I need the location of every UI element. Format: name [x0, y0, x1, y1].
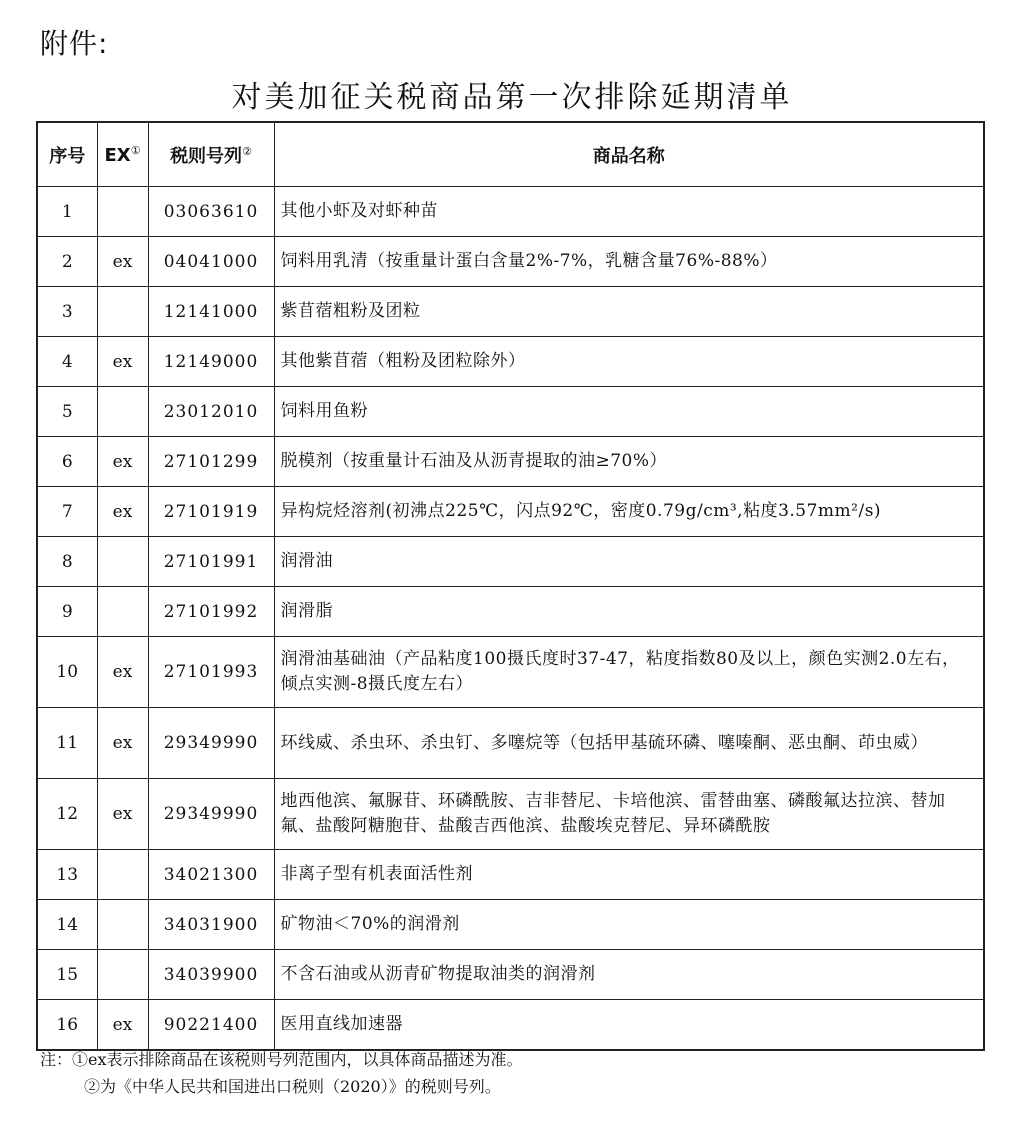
cell-product-name: 非离子型有机表面活性剂 — [274, 850, 984, 900]
table-row — [37, 637, 984, 708]
cell-ex-flag: ex — [97, 779, 148, 850]
table-row — [37, 779, 984, 850]
cell-product-name: 润滑油 — [274, 537, 984, 587]
cell-tariff-code: 27101993 — [148, 637, 274, 708]
footnotes — [40, 1046, 523, 1100]
table-row — [37, 387, 984, 437]
cell-ex-flag — [97, 850, 148, 900]
exclusion-list-table — [36, 121, 985, 1051]
cell-product-name: 地西他滨、氟脲苷、环磷酰胺、吉非替尼、卡培他滨、雷替曲塞、磷酸氟达拉滨、替加氟、盐酸阿糖胞苷、盐酸吉西他滨、盐酸埃克替尼、异环磷酰胺 — [274, 779, 984, 850]
header-serial-number: 序号 — [37, 122, 97, 187]
cell-tariff-code: 27101919 — [148, 487, 274, 537]
cell-serial-number: 12 — [37, 779, 97, 850]
cell-tariff-code: 03063610 — [148, 187, 274, 237]
header-tariff-code: 税则号列② — [148, 122, 274, 187]
cell-product-name: 不含石油或从沥青矿物提取油类的润滑剂 — [274, 950, 984, 1000]
cell-product-name: 脱模剂（按重量计石油及从沥青提取的油≥70%） — [274, 437, 984, 487]
cell-serial-number: 2 — [37, 237, 97, 287]
table-row — [37, 487, 984, 537]
cell-serial-number: 5 — [37, 387, 97, 437]
cell-serial-number: 13 — [37, 850, 97, 900]
cell-ex-flag: ex — [97, 237, 148, 287]
cell-tariff-code: 27101299 — [148, 437, 274, 487]
cell-tariff-code: 34021300 — [148, 850, 274, 900]
cell-ex-flag: ex — [97, 637, 148, 708]
cell-ex-flag — [97, 950, 148, 1000]
cell-serial-number: 3 — [37, 287, 97, 337]
cell-tariff-code: 90221400 — [148, 1000, 274, 1051]
cell-serial-number: 7 — [37, 487, 97, 537]
cell-ex-flag — [97, 387, 148, 437]
document-title: 对美加征关税商品第一次排除延期清单 — [231, 80, 793, 115]
cell-tariff-code: 29349990 — [148, 708, 274, 779]
cell-product-name: 其他紫苜蓿（粗粉及团粒除外） — [274, 337, 984, 387]
table-row — [37, 437, 984, 487]
cell-ex-flag: ex — [97, 1000, 148, 1051]
cell-product-name: 紫苜蓿粗粉及团粒 — [274, 287, 984, 337]
table-header-row — [37, 122, 984, 187]
cell-product-name: 其他小虾及对虾种苗 — [274, 187, 984, 237]
cell-serial-number: 10 — [37, 637, 97, 708]
table-row — [37, 850, 984, 900]
footnote-mark-2: ② — [242, 144, 252, 158]
table-row — [37, 187, 984, 237]
cell-tariff-code: 34031900 — [148, 900, 274, 950]
cell-ex-flag: ex — [97, 487, 148, 537]
header-product-name: 商品名称 — [274, 122, 984, 187]
cell-serial-number: 15 — [37, 950, 97, 1000]
cell-tariff-code: 34039900 — [148, 950, 274, 1000]
table-row — [37, 900, 984, 950]
cell-serial-number: 9 — [37, 587, 97, 637]
cell-ex-flag — [97, 537, 148, 587]
attachment-label: 附件: — [40, 27, 109, 60]
cell-tariff-code: 23012010 — [148, 387, 274, 437]
cell-product-name: 环线威、杀虫环、杀虫钉、多噻烷等（包括甲基硫环磷、噻嗪酮、恶虫酮、茚虫威） — [274, 708, 984, 779]
cell-ex-flag — [97, 587, 148, 637]
cell-serial-number: 16 — [37, 1000, 97, 1051]
cell-serial-number: 6 — [37, 437, 97, 487]
cell-product-name: 饲料用乳清（按重量计蛋白含量2%-7%，乳糖含量76%-88%） — [274, 237, 984, 287]
cell-ex-flag: ex — [97, 337, 148, 387]
footnote-mark-1: ① — [130, 143, 141, 157]
cell-serial-number: 14 — [37, 900, 97, 950]
table-row — [37, 287, 984, 337]
cell-serial-number: 11 — [37, 708, 97, 779]
table-row — [37, 537, 984, 587]
table-row — [37, 587, 984, 637]
table-row — [37, 708, 984, 779]
cell-tariff-code: 27101992 — [148, 587, 274, 637]
cell-product-name: 润滑油基础油（产品粘度100摄氏度时37-47，粘度指数80及以上，颜色实测2.0左右，倾点实测-8摄氏度左右） — [274, 637, 984, 708]
cell-tariff-code: 12149000 — [148, 337, 274, 387]
table-row — [37, 337, 984, 387]
cell-product-name: 饲料用鱼粉 — [274, 387, 984, 437]
cell-product-name: 润滑脂 — [274, 587, 984, 637]
cell-ex-flag — [97, 187, 148, 237]
cell-ex-flag — [97, 900, 148, 950]
footnote-1: 注：①ex表示排除商品在该税则号列范围内，以具体商品描述为准。 — [40, 1050, 523, 1069]
cell-ex-flag — [97, 287, 148, 337]
cell-ex-flag: ex — [97, 437, 148, 487]
cell-tariff-code: 04041000 — [148, 237, 274, 287]
table-row — [37, 237, 984, 287]
cell-product-name: 异构烷烃溶剂(初沸点225℃，闪点92℃，密度0.79g/cm³,粘度3.57mm²/s) — [274, 487, 984, 537]
cell-product-name: 矿物油＜70%的润滑剂 — [274, 900, 984, 950]
table-row — [37, 1000, 984, 1051]
cell-tariff-code: 27101991 — [148, 537, 274, 587]
cell-serial-number: 4 — [37, 337, 97, 387]
header-ex: EX① — [97, 122, 148, 187]
cell-tariff-code: 12141000 — [148, 287, 274, 337]
table-row — [37, 950, 984, 1000]
footnote-2: ②为《中华人民共和国进出口税则（2020）》的税则号列。 — [84, 1077, 501, 1096]
cell-tariff-code: 29349990 — [148, 779, 274, 850]
cell-serial-number: 8 — [37, 537, 97, 587]
cell-ex-flag: ex — [97, 708, 148, 779]
cell-serial-number: 1 — [37, 187, 97, 237]
cell-product-name: 医用直线加速器 — [274, 1000, 984, 1051]
